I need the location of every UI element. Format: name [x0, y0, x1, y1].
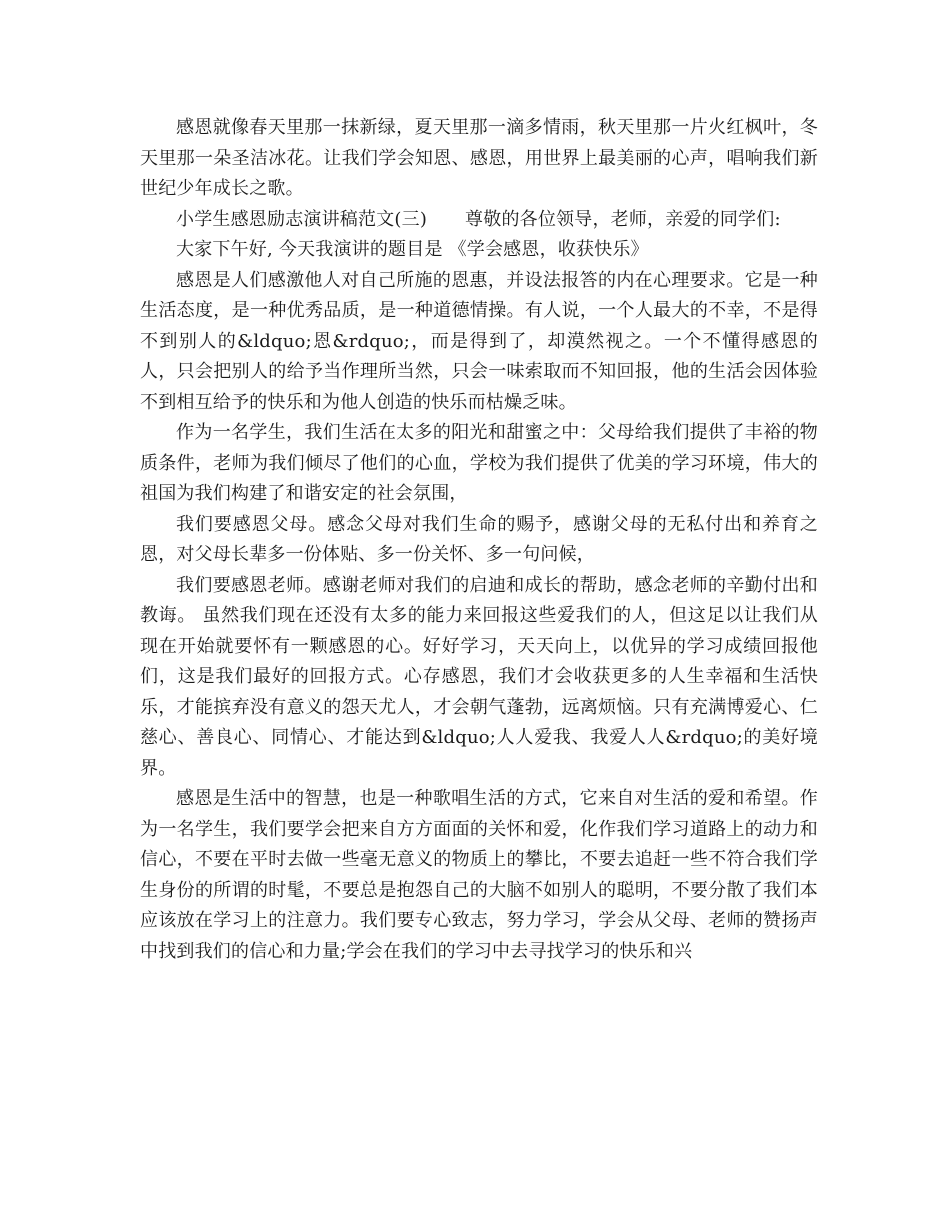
paragraph-wisdom: 感恩是生活中的智慧，也是一种歌唱生活的方式，它来自对生活的爱和希望。作为一名学生，我们要学会把来自方方面面的关怀和爱，化作我们学习道路上的动力和信心，不要在平时去做一些毫无意义的物质上的攀比，不要去追赶一些不符合我们学生身份的所谓的时髦，不要总是抱怨自己的大脑不如别人的聪明，不要分散了我们本应该放在学习上的注意力。我们要专心致志，努力学习，学会从父母、老师的赞扬声中找到我们的信心和力量;学会在我们的学习中去寻找学习的快乐和兴 [140, 788, 818, 962]
document-body [140, 113, 818, 967]
paragraph-definition: 感恩是人们感激他人对自己所施的恩惠，并设法报答的内在心理要求。它是一种生活态度，是一种优秀品质，是一种道德情操。有人说，一个人最大的不幸，不是得不到别人的&ldquo;恩&rdquo;，而是得到了，却漠然视之。一个不懂得感恩的人，只会把别人的给予当作理所当然，只会一味索取而不知回报，他的生活会因体验不到相互给予的快乐和为他人创造的快乐而枯燥乏味。 [140, 269, 818, 413]
speech-greeting: 大家下午好, 今天我演讲的题目是 《学会感恩，收获快乐》 [176, 239, 649, 260]
speech-heading-line [140, 205, 818, 236]
paragraph-thank-teachers: 我们要感恩老师。感谢老师对我们的启迪和成长的帮助，感念老师的辛勤付出和教诲。 虽然我们现在还没有太多的能力来回报这些爱我们的人，但这足以让我们从现在开始就要怀有一颗感恩的心。好好学习，天天向上，以优异的学习成绩回报他们，这是我们最好的回报方式。心存感恩，我们才会收获更多的人生幸福和生活快乐，才能摈弃没有意义的怨天尤人，才会朝气蓬勃，远离烦恼。只有充满博爱心、仁慈心、善良心、同情心、才能达到&ldquo;人人爱我、我爱人人&rdquo;的美好境界。 [140, 574, 818, 779]
paragraph-intro: 感恩就像春天里那一抹新绿，夏天里那一滴多情雨，秋天里那一片火红枫叶，冬天里那一朵圣洁冰花。让我们学会知恩、感恩，用世界上最美丽的心声，唱响我们新世纪少年成长之歌。 [140, 117, 818, 199]
paragraph-thank-parents: 我们要感恩父母。感念父母对我们生命的赐予，感谢父母的无私付出和养育之恩，对父母长辈多一份体贴、多一份关怀、多一句问候， [140, 513, 818, 565]
speech-salutation: 尊敬的各位领导，老师，亲爱的同学们: [465, 208, 781, 230]
speech-title: 小学生感恩励志演讲稿范文(三) [176, 208, 428, 230]
paragraph-student-life: 作为一名学生，我们生活在太多的阳光和甜蜜之中：父母给我们提供了丰裕的物质条件，老师为我们倾尽了他们的心血，学校为我们提供了优美的学习环境，伟大的祖国为我们构建了和谐安定的社会氛围， [140, 422, 818, 504]
